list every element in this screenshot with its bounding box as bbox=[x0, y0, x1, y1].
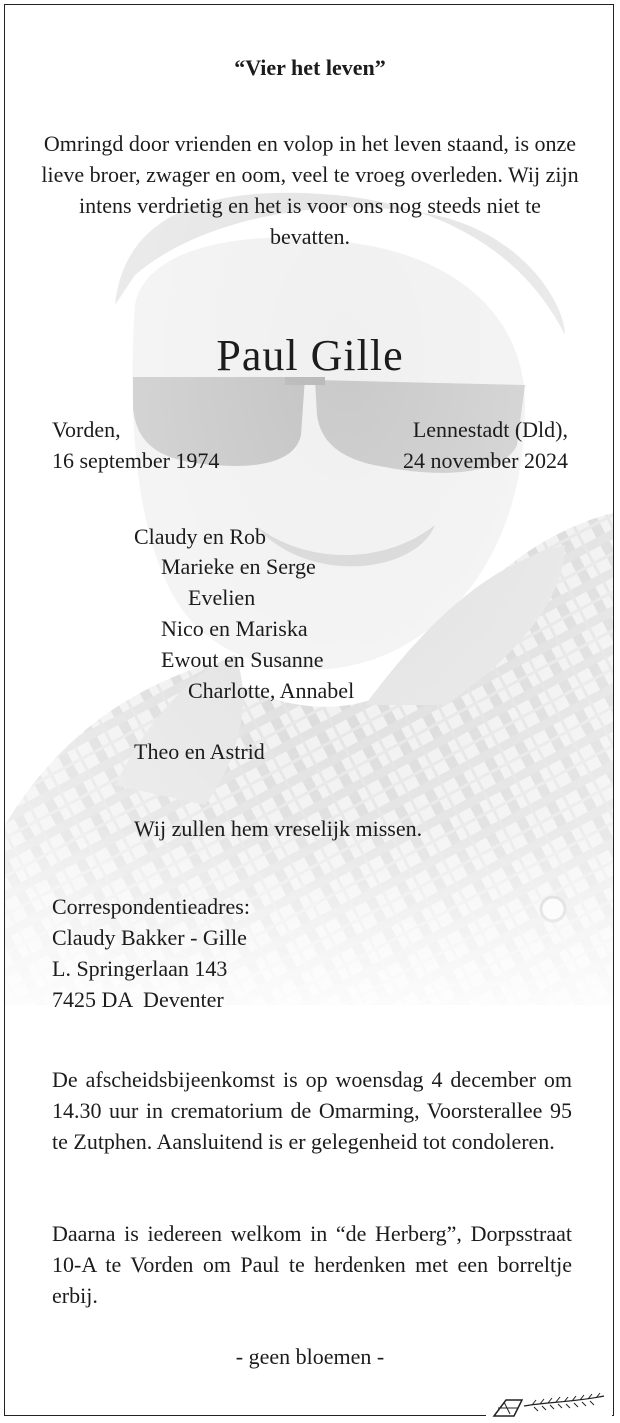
family-member: Charlotte, Annabel bbox=[188, 678, 355, 703]
family-member: Claudy en Rob bbox=[134, 524, 266, 549]
family-member: Ewout en Susanne bbox=[161, 647, 324, 672]
birth-date: 16 september 1974 bbox=[52, 448, 220, 473]
gathering-text: Daarna is iedereen welkom in “de Herberg”, Dorpsstraat 10-A te Vorden om Paul te herdenken met een borreltje erbij. bbox=[52, 1221, 572, 1308]
birth-place: Vorden, bbox=[52, 417, 121, 442]
correspondence-street: L. Springerlaan 143 bbox=[52, 956, 228, 981]
motto: “Vier het leven” bbox=[234, 55, 386, 80]
intro-text: Omringd door vrienden en volop in het leven staand, is onze lieve broer, zwager en oom, veel te vroeg overleden. Wij zijn intens verdrietig en het is voor ons nog steeds niet te bevatten. bbox=[41, 131, 579, 249]
no-flowers-note: - geen bloemen - bbox=[235, 1344, 385, 1369]
correspondence-city: 7425 DA Deventer bbox=[52, 987, 224, 1012]
publisher-ornament-icon bbox=[486, 1390, 612, 1420]
family-member: Theo en Astrid bbox=[134, 739, 265, 764]
family-member: Evelien bbox=[188, 585, 256, 610]
ceremony-text: De afscheidsbijeenkomst is op woensdag 4 december om 14.30 uur in crematorium de Omarming, Voorsterallee 95 te Zutphen. Aansluitend is er gelegenheid tot condoleren. bbox=[52, 1067, 572, 1154]
family-member: Nico en Mariska bbox=[161, 616, 308, 641]
family-member: Marieke en Serge bbox=[161, 554, 316, 579]
correspondence-heading: Correspondentieadres: bbox=[52, 894, 250, 919]
correspondence-name: Claudy Bakker - Gille bbox=[52, 925, 247, 950]
death-date: 24 november 2024 bbox=[403, 448, 568, 473]
deceased-name: Paul Gille bbox=[216, 331, 404, 380]
death-place: Lennestadt (Dld), bbox=[412, 417, 568, 442]
closing-line: Wij zullen hem vreselijk missen. bbox=[134, 816, 423, 841]
